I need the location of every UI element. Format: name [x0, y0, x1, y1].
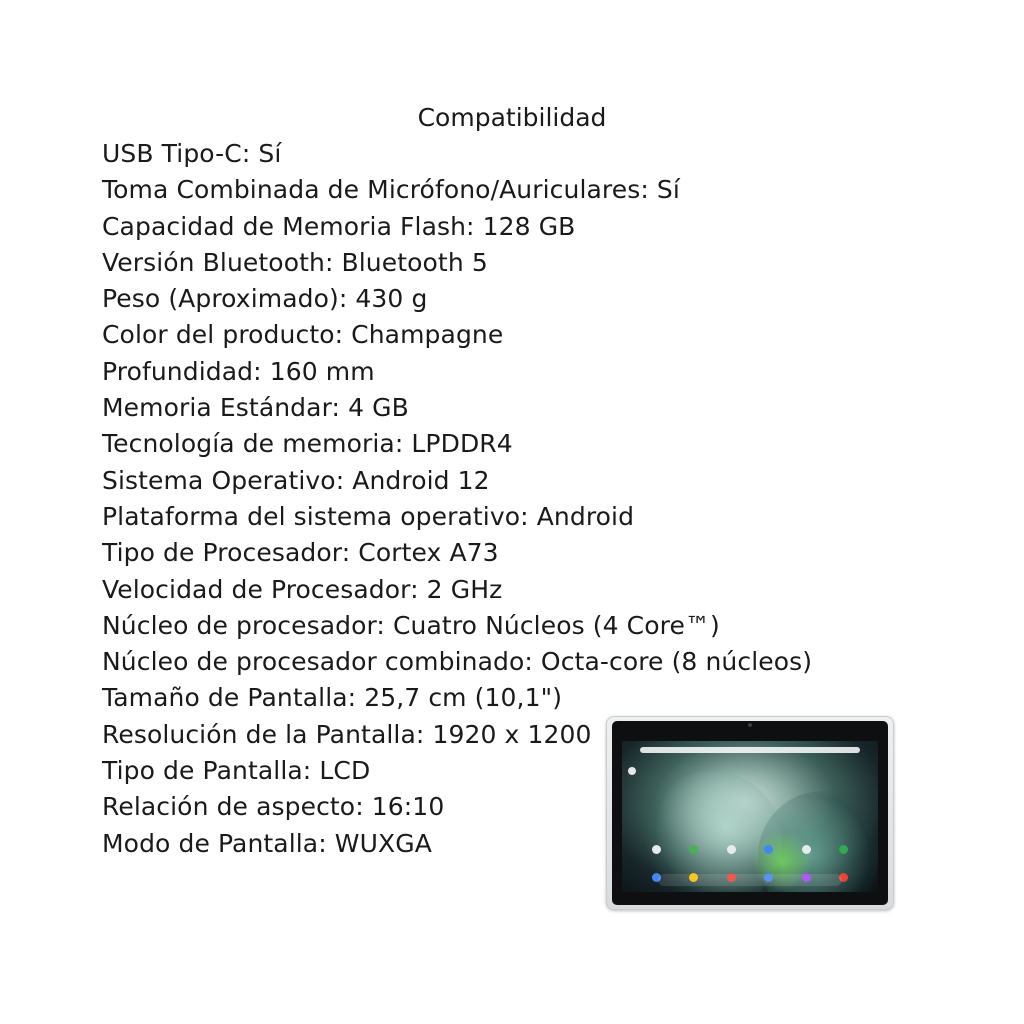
app-icon [839, 845, 848, 854]
spec-flash-memory: Capacidad de Memoria Flash: 128 GB [102, 211, 576, 241]
spec-standard-memory: Memoria Estándar: 4 GB [102, 393, 409, 423]
page-title: Compatibilidad [417, 103, 607, 132]
camera-icon [748, 723, 752, 727]
spec-combined-cores: Núcleo de procesador combinado: Octa-core (8 núcleos) [102, 647, 813, 677]
spec-screen-size: Tamaño de Pantalla: 25,7 cm (10,1") [102, 683, 563, 713]
spec-display-mode: Modo de Pantalla: WUXGA [102, 828, 432, 858]
spec-bluetooth: Versión Bluetooth: Bluetooth 5 [102, 247, 488, 277]
tablet-bezel [612, 721, 888, 905]
spec-depth: Profundidad: 160 mm [102, 356, 375, 386]
spec-resolution: Resolución de la Pantalla: 1920 x 1200 [102, 719, 592, 749]
spec-usb: USB Tipo-C: Sí [102, 139, 282, 168]
app-icon [689, 845, 698, 854]
widget-icon [628, 767, 636, 775]
spec-audio-jack: Toma Combinada de Micrófono/Auriculares: Sí [102, 175, 680, 205]
spec-aspect-ratio: Relación de aspecto: 16:10 [102, 792, 445, 822]
tablet-product-image [606, 716, 894, 910]
spec-os-platform: Plataforma del sistema operativo: Android [102, 501, 635, 531]
spec-processor-speed: Velocidad de Procesador: 2 GHz [102, 574, 503, 604]
spec-processor-cores: Núcleo de procesador: Cuatro Núcleos (4 Core™) [102, 610, 720, 640]
spec-screen-type: Tipo de Pantalla: LCD [102, 756, 371, 786]
app-icon [652, 845, 661, 854]
app-icon [802, 845, 811, 854]
app-icon [727, 845, 736, 854]
spec-memory-tech: Tecnología de memoria: LPDDR4 [102, 429, 513, 459]
app-icon-row [652, 845, 848, 854]
app-icon [764, 845, 773, 854]
spec-weight: Peso (Aproximado): 430 g [102, 284, 428, 314]
search-bar-graphic [640, 747, 860, 753]
spec-processor-type: Tipo de Procesador: Cortex A73 [102, 538, 499, 568]
spec-color: Color del producto: Champagne [102, 320, 504, 350]
spec-os: Sistema Operativo: Android 12 [102, 465, 490, 495]
dock-graphic [658, 874, 842, 886]
tablet-screen [622, 741, 878, 892]
